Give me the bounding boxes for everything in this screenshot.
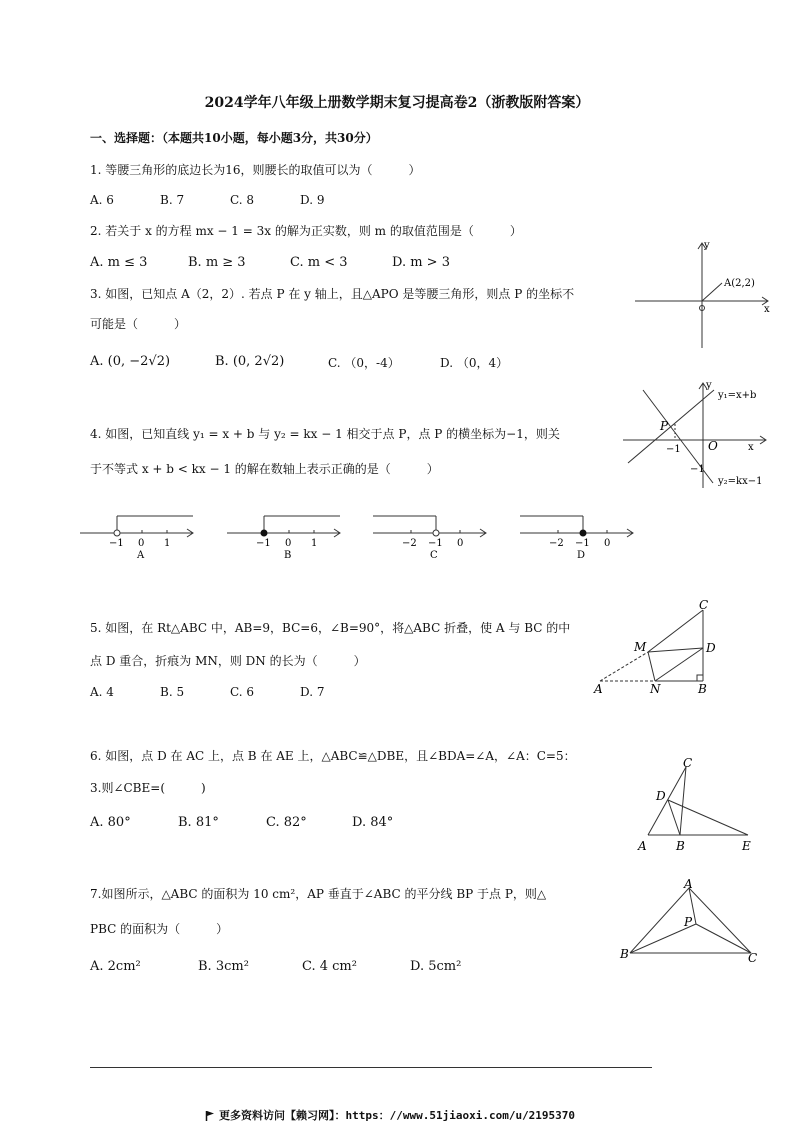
q5-fig-d: D bbox=[706, 641, 716, 655]
q4-fig-minus1-x: −1 bbox=[666, 444, 681, 455]
q1-option-d: D. 9 bbox=[300, 193, 325, 207]
nl-a-label: A bbox=[137, 550, 145, 561]
q7-option-c: C. 4 cm² bbox=[302, 959, 357, 974]
q4-fig-y-label: y bbox=[706, 380, 712, 391]
q4-fig-origin-label: O bbox=[708, 439, 718, 453]
footer-divider bbox=[90, 1067, 652, 1068]
q4-fig-minus1-y: −1 bbox=[690, 464, 705, 475]
nl-b-label: B bbox=[284, 550, 292, 561]
q3-option-b: B. (0, 2√2) bbox=[215, 354, 285, 369]
q7-option-a: A. 2cm² bbox=[90, 959, 141, 974]
question-4-line-1: 4. 如图，已知直线 y₁ = x + b 与 y₂ = kx − 1 相交于点 P，点 P 的横坐标为−1，则关 bbox=[90, 427, 560, 441]
q1-option-a: A. 6 bbox=[90, 193, 114, 207]
q3-fig-x-label: x bbox=[764, 304, 770, 315]
question-5-line-2: 点 D 重合，折痕为 MN，则 DN 的长为（ ） bbox=[90, 654, 366, 668]
nl-c-tick-3: 0 bbox=[457, 538, 464, 549]
q6-fig-d: D bbox=[656, 789, 666, 803]
q2-option-b: B. m ≥ 3 bbox=[188, 255, 246, 270]
q6-fig-c: C bbox=[683, 756, 693, 770]
q7-option-d: D. 5cm² bbox=[410, 959, 462, 974]
q3-option-d: D. （0，4） bbox=[440, 356, 509, 370]
q5-fig-a: A bbox=[594, 682, 603, 696]
q6-fig-a: A bbox=[638, 839, 647, 853]
q3-fig-a-label: A(2,2) bbox=[724, 278, 755, 289]
q5-fig-b: B bbox=[698, 682, 707, 696]
question-3-line-1: 3. 如图，已知点 A（2，2）. 若点 P 在 y 轴上，且△APO 是等腰三角形，则点 P 的坐标不 bbox=[90, 287, 575, 301]
question-7-line-1: 7.如图所示，△ABC 的面积为 10 cm²，AP 垂直于∠ABC 的平分线 BP 于点 P，则△ bbox=[90, 887, 547, 901]
q1-option-b: B. 7 bbox=[160, 193, 185, 207]
page-title: 2024学年八年级上册数学期末复习提高卷2（浙教版附答案） bbox=[204, 95, 590, 111]
q7-fig-a: A bbox=[684, 878, 693, 891]
q7-fig-b: B bbox=[620, 947, 629, 961]
q2-option-d: D. m > 3 bbox=[392, 255, 450, 270]
q7-fig-c: C bbox=[748, 951, 758, 965]
q3-option-c: C. （0，-4） bbox=[328, 356, 400, 370]
q4-fig-line1-label: y₁=x+b bbox=[718, 390, 757, 401]
footer-link[interactable]: 更多资料访问【赖习网】：https：//www.51jiaoxi.com/u/2195370 bbox=[219, 1109, 576, 1122]
q4-numberline-b bbox=[222, 508, 352, 568]
question-1: 1. 等腰三角形的底边长为16，则腰长的取值可以为（ ） bbox=[90, 163, 421, 177]
question-4-line-2: 于不等式 x + b < kx − 1 的解在数轴上表示正确的是（ ） bbox=[90, 462, 439, 476]
q6-fig-b: B bbox=[676, 839, 685, 853]
question-6-line-2: 3.则∠CBE=( ) bbox=[90, 781, 206, 795]
q4-numberline-a bbox=[75, 508, 205, 568]
nl-a-tick-2: 0 bbox=[138, 538, 145, 549]
nl-a-tick-3: 1 bbox=[164, 538, 171, 549]
q5-triangle-figure bbox=[588, 598, 718, 698]
section-heading: 一、选择题：（本题共10小题，每小题3分，共30分） bbox=[90, 131, 378, 145]
q4-fig-x-label: x bbox=[748, 442, 754, 453]
q6-triangles-figure bbox=[630, 755, 760, 855]
q3-option-a: A. (0, −2√2) bbox=[90, 354, 171, 369]
q6-option-a: A. 80° bbox=[90, 815, 131, 830]
nl-d-label: D bbox=[577, 550, 586, 561]
question-2: 2. 若关于 x 的方程 mx − 1 = 3x 的解为正实数，则 m 的取值范围是（ ） bbox=[90, 224, 522, 238]
flag-icon bbox=[205, 1110, 215, 1121]
q5-option-a: A. 4 bbox=[90, 685, 114, 699]
q1-option-c: C. 8 bbox=[230, 193, 255, 207]
q4-lines-figure bbox=[618, 378, 778, 493]
q5-fig-n: N bbox=[650, 682, 661, 696]
question-7-line-2: PBC 的面积为（ ） bbox=[90, 922, 229, 936]
question-5-line-1: 5. 如图，在 Rt△ABC 中，AB=9，BC=6，∠B=90°，将△ABC 折叠，使 A 与 BC 的中 bbox=[90, 621, 571, 635]
q4-numberline-c bbox=[368, 508, 498, 568]
q2-option-a: A. m ≤ 3 bbox=[90, 255, 148, 270]
nl-c-label: C bbox=[430, 550, 438, 561]
q7-fig-p: P bbox=[684, 915, 693, 929]
nl-d-tick-1: −2 bbox=[549, 538, 564, 549]
nl-b-tick-3: 1 bbox=[311, 538, 318, 549]
q6-option-c: C. 82° bbox=[266, 815, 307, 830]
q5-option-c: C. 6 bbox=[230, 685, 255, 699]
nl-b-tick-1: −1 bbox=[256, 538, 271, 549]
q4-fig-line2-label: y₂=kx−1 bbox=[718, 476, 763, 487]
question-3-line-2: 可能是（ ） bbox=[90, 317, 187, 331]
q5-fig-m: M bbox=[634, 640, 647, 654]
q5-option-d: D. 7 bbox=[300, 685, 325, 699]
question-6-line-1: 6. 如图，点 D 在 AC 上，点 B 在 AE 上，△ABC≌△DBE，且∠BDA=∠A，∠A：C=5： bbox=[90, 749, 576, 763]
nl-d-tick-2: −1 bbox=[575, 538, 590, 549]
q4-fig-p-label: P bbox=[660, 419, 669, 433]
nl-c-tick-2: −1 bbox=[428, 538, 443, 549]
nl-b-tick-2: 0 bbox=[285, 538, 292, 549]
q4-numberline-d bbox=[515, 508, 645, 568]
nl-a-tick-1: −1 bbox=[109, 538, 124, 549]
nl-d-tick-3: 0 bbox=[604, 538, 611, 549]
nl-c-tick-1: −2 bbox=[402, 538, 417, 549]
q3-fig-y-label: y bbox=[704, 240, 710, 251]
q5-fig-c: C bbox=[699, 598, 709, 612]
q7-option-b: B. 3cm² bbox=[198, 959, 249, 974]
q5-option-b: B. 5 bbox=[160, 685, 185, 699]
q6-option-d: D. 84° bbox=[352, 815, 394, 830]
q7-triangle-figure bbox=[616, 878, 766, 968]
q2-option-c: C. m < 3 bbox=[290, 255, 348, 270]
q6-option-b: B. 81° bbox=[178, 815, 219, 830]
q6-fig-e: E bbox=[742, 839, 751, 853]
q3-coordinate-figure bbox=[630, 238, 780, 353]
footer bbox=[205, 1107, 575, 1123]
